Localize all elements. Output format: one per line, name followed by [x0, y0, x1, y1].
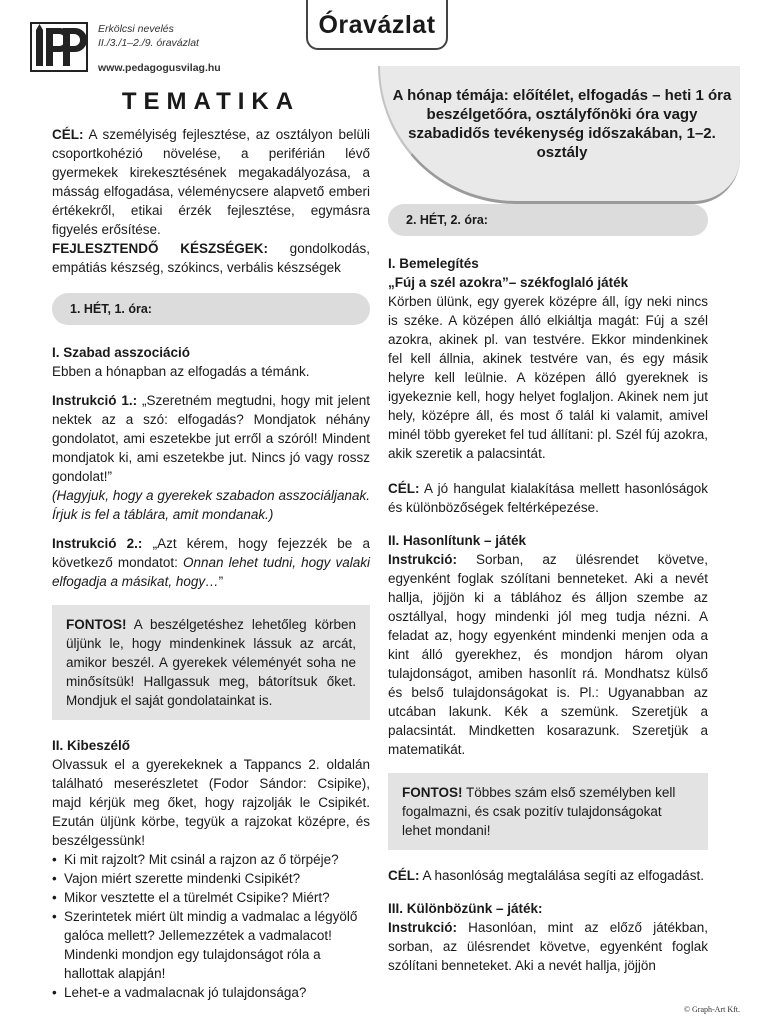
section-different-heading: III. Különbözünk – játék: [388, 901, 543, 916]
page-title: Óravázlat [306, 0, 448, 50]
section-different-body: Hasonlóan, mint az előző játékban, sorban, az ülésrendet követve, egyenként foglak szólítani benneteket. Aki a nevét hallja, jöjjön [388, 920, 708, 973]
tematika-heading: TEMATIKA [121, 88, 301, 115]
section-similar-text [388, 550, 708, 759]
question-list [52, 850, 370, 1002]
copyright: © Graph-Art Kft. [683, 1005, 740, 1014]
section-free-association-heading: I. Szabad asszociáció [52, 345, 191, 360]
list-item: • Ki mit rajzolt? Mit csinál a rajzon az ő törpéje? [52, 850, 370, 869]
week-2-pill: 2. HÉT, 2. óra: [388, 204, 708, 236]
header-lesson-code: II./3./1–2./9. óravázlat [98, 37, 199, 49]
section-kibeszelo-text: Olvassuk el a gyerekeknek a Tappancs 2. oldalán található meserészletet (Fodor Sándor: Csipike), majd kérjük meg őket, hogy rajzolják le Csipikét. Ezután üljünk körbe, tegyük a rajzokat középre, és beszélgessünk! [52, 757, 370, 848]
instruction-1 [52, 391, 370, 486]
instruction-2-italic: Onnan lehet tudni, hogy valaki elfogadja a másikat, hogy… [52, 555, 371, 589]
section-kibeszelo-heading: II. Kibeszélő [52, 738, 131, 753]
important-text: Többes szám első személyben kell fogalmazni, és csak pozitív tulajdonságokat lehet mondani! [402, 785, 676, 838]
instruction-2 [52, 534, 370, 591]
instruction-2-label: Instrukció 2.: [52, 536, 143, 551]
list-item: • Lehet-e a vadmalacnak jó tulajdonsága? [52, 983, 370, 1002]
important-text: A beszélgetéshez lehetőleg körben üljünk le, hogy mindenkinek lássuk az arcát, amikor beszél. A gyerekek véleményét soha ne minősítsük! Hallgassuk meg, bátorítsuk őket. Mondjuk el saját gondolatainkat is. [66, 617, 356, 708]
section-warmup-text: Körben ülünk, egy gyerek középre áll, így neki nincs is széke. A középen álló elkiáltja magát: Fúj a szél azokra, akinek pl. van testvére. Ekkor mindenkinek fel kell állnia, akinek testvére van, és egy másik helyre kell leülnie. A középen álló gyereknek is igyekeznie kell, hogy helyet foglaljon. Akinek nem jut hely, középre áll, és most ő talál ki valamit, amivel minél több gyereket fel tud állítani: pl. Szél fúj azokra, akik szeretik a palacsintát. [388, 294, 708, 461]
topic-text: A hónap témája: előítélet, elfogadás – heti 1 óra beszélgetőóra, osztályfőnöki óra vagy szabadidős tevékenység időszakában, 1–2. osztály [392, 87, 732, 161]
pedagogusvilag-logo [30, 22, 88, 72]
section-similar-heading: II. Hasonlítunk – játék [388, 533, 527, 548]
week-1-pill: 1. HÉT, 1. óra: [52, 293, 370, 325]
important-label: FONTOS! [66, 617, 127, 632]
goal-text: A személyiség fejlesztése, az osztályon belüli csoportkohézió növelése, a periférián lévő gyermekek kirekesztésének megakadályozása, a másság elfogadása, véleménycsere alapvető emberi értékekről, etikai érzék fejlesztése, egymásra figyelés erősítése. [52, 127, 370, 237]
instruction-2-end: ” [218, 574, 224, 589]
section-similar-label: Instrukció: [388, 552, 458, 567]
skills-paragraph [52, 239, 370, 277]
goal-1-label: CÉL: [388, 481, 420, 496]
goal-2-label: CÉL: [388, 868, 420, 883]
goal-2-text: A hasonlóság megtalálása segíti az elfogadást. [419, 868, 704, 883]
important-box-right [388, 773, 708, 850]
goal-paragraph [52, 125, 370, 239]
instruction-1-note-text: (Hagyjuk, hogy a gyerekek szabadon asszociáljanak. Írjuk is fel a táblára, amit mondanak.) [52, 488, 370, 522]
section-similar-body: Sorban, az ülésrendet követve, egyenként foglak szólítani benneteket. Aki a nevét hallja, jöjjön ki a táblához és álljon szembe az osztállyal, hogy mindenki jól meg tudja nézni. A feladat az, hogy egyenként mindenki menjen oda a kint álló gyerekhez, és mondjon három olyan tulajdonságot, amiben hasonlít rá. Mondhatsz külső és belső tulajdonságokat is. Pl.: Ugyanabban az utcában lakunk. Kék a szemünk. Szeretjük a palacsintát. Mindketten kosarazunk. Szeretjük a matematikát. [388, 552, 708, 757]
instruction-2-text: „Azt kérem, hogy fejezzék be a következő mondatot: [52, 536, 370, 570]
list-item: • Szerintetek miért ült mindig a vadmalac a légyölő galóca mellett? Jellemezzétek a vadmalacot! Mindenki mondjon egy tulajdonságot róla a hallottak alapján! [52, 907, 370, 983]
right-column [388, 204, 708, 975]
section-different-text [388, 918, 708, 975]
goal-label: CÉL: [52, 127, 84, 142]
list-item: • Vajon miért szerette mindenki Csipikét? [52, 869, 370, 888]
section-different-label: Instrukció: [388, 920, 458, 935]
skills-text: gondolkodás, empátiás készség, szókincs, verbális készségek [52, 241, 370, 275]
instruction-1-note [52, 486, 370, 524]
header-info [98, 22, 199, 50]
section-warmup-subheading: „Fúj a szél azokra”– székfoglaló játék [388, 275, 629, 290]
header-subject: Erkölcsi nevelés [98, 23, 174, 35]
instruction-1-text: „Szeretném megtudni, hogy mit jelent nektek az a szó: elfogadás? Mondjatok néhány gondolatot, ami eszetekbe jut erről a szóról! Mindent mondjatok ki, ami eszetekbe jut. Nincs jó vagy rossz gondolat!” [52, 393, 370, 484]
skills-label: FEJLESZTENDŐ KÉSZSÉGEK: [52, 241, 268, 256]
important-box-left [52, 605, 370, 720]
list-item: • Mikor vesztette el a türelmét Csipike? Miért? [52, 888, 370, 907]
goal-1 [388, 479, 708, 517]
left-column [52, 88, 371, 1002]
section-free-association-text: Ebben a hónapban az elfogadás a témánk. [52, 364, 310, 379]
goal-1-text: A jó hangulat kialakítása mellett hasonlóságok és különbözőségek feltérképezése. [388, 481, 708, 515]
important-label: FONTOS! [402, 785, 463, 800]
goal-2 [388, 866, 708, 885]
instruction-1-label: Instrukció 1.: [52, 393, 138, 408]
header-url[interactable]: www.pedagogusvilag.hu [98, 62, 221, 74]
section-warmup-heading: I. Bemelegítés [388, 256, 479, 271]
